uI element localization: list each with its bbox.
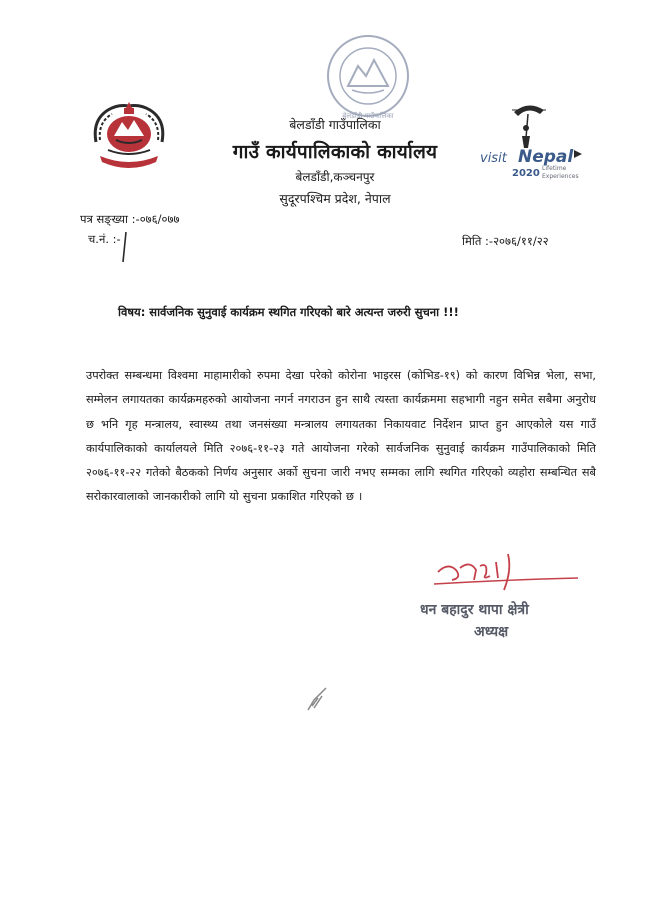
municipality-name: बेलडाँडी गाउँपालिका: [289, 117, 381, 132]
letter-number: पत्र सङ्ख्या :-०७६/०७७: [80, 212, 180, 226]
tagline-lifetime: Lifetime: [542, 165, 567, 172]
province-name: सुदूरपश्चिम प्रदेश, नेपाल: [279, 191, 391, 206]
nepal-government-emblem-icon: [88, 100, 170, 174]
seal-caption: बेलडाँडी गाउँपालिका: [342, 112, 394, 120]
letter-date: मिति :-२०७६/११/२२: [462, 234, 549, 248]
municipality-seal-icon: [318, 30, 418, 122]
subject-line: विषय: सार्वजनिक सुनुवाई कार्यक्रम स्थगित गरिएको बारे अत्यन्त जरुरी सुचना !!!: [118, 305, 459, 319]
visit-nepal-2020-logo: [478, 98, 586, 190]
signatory-title: अध्यक्ष: [474, 624, 509, 640]
visit-word: visit: [480, 151, 507, 166]
notice-body: उपरोक्त सम्बन्धमा विश्वमा माहामारीको रुपमा देखा परेको कोरोना भाइरस (कोभिड-१९) को कारण विभिन्न भेला, सभा, सम्मेलन लगायतका कार्यक्रमहरुको आयोजना नगर्न नगराउन हुन साथै त्यस्ता कार्यक्रममा सहभागी नहुन समेत सबैमा अनुरोध छ भनि गृह मन्त्रालय, स्वास्थ्य तथा जनसंख्या मन्त्रालय लगायतका निकायवाट निर्देशन प्राप्त हुन आएकोले यस गाउँ कार्यपालिकाको कार्यालयले मिति २०७६-११-२३ गते आयोजना गरेको सार्वजनिक सुनुवाई कार्यक्रम गाउँपालिकाको मिति २०७६-११-२२ गतेको बैठकको निर्णय अनुसार अर्को सुचना जारी नभए सम्मका लागि स्थगित गरिएको व्यहोरा सम्बन्धित सबै सरोकारवालाको जानकारीको लागि यो सुचना प्रकाशित गरिएको छ ।: [86, 369, 596, 504]
dispatch-number: च.नं. :-: [88, 232, 121, 246]
year-2020: 2020: [512, 168, 540, 179]
office-address: बेलडाँडी,कञ्चनपुर: [295, 170, 375, 184]
pen-mark-icon: [304, 682, 332, 712]
office-name: गाउँ कार्यपालिकाको कार्यालय: [232, 141, 438, 163]
handwritten-signature-icon: [430, 550, 580, 600]
tagline-experiences: Experiences: [542, 173, 579, 180]
signatory-name: धन बहादुर थापा क्षेत्री: [420, 602, 529, 618]
nepal-word: Nepal: [518, 147, 574, 167]
handwritten-stroke-icon: [118, 230, 130, 264]
